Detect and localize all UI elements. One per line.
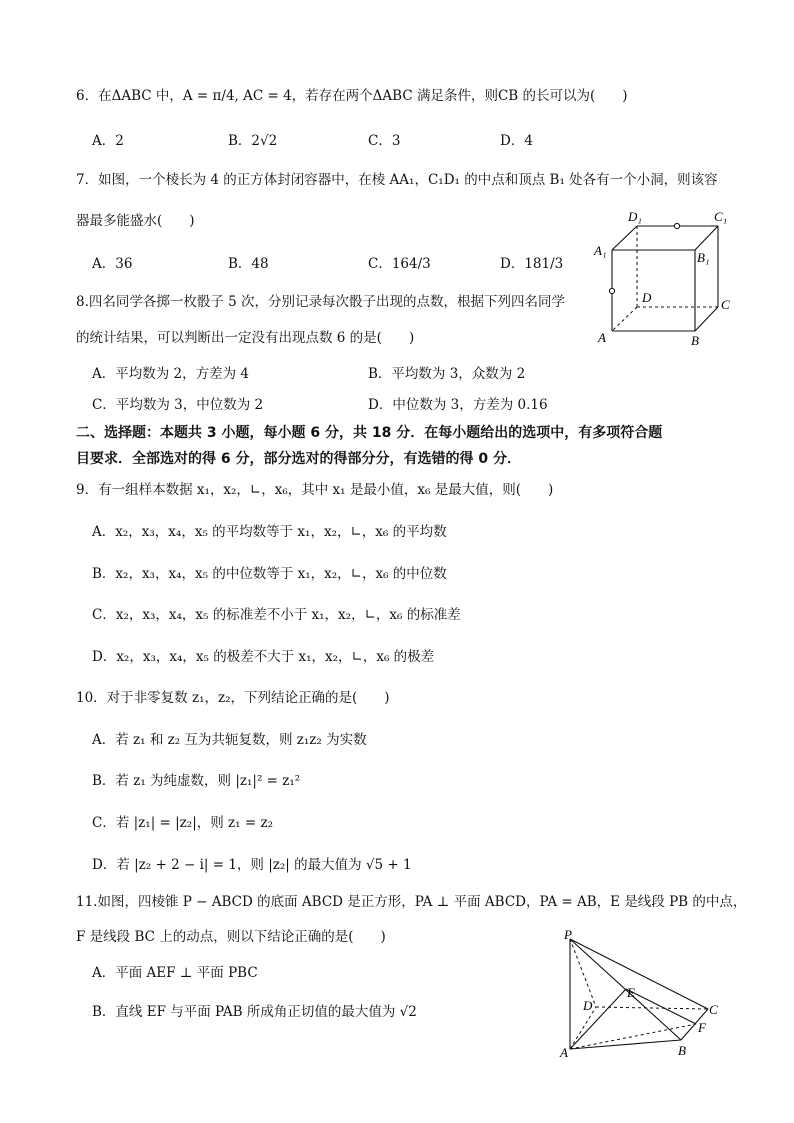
q6-option-c: C．3 [368,133,401,149]
q10-option-d: D．若 |z₂ + 2 − i| = 1，则 |z₂| 的最大值为 √5 + 1 [92,857,412,873]
label-P: P [564,927,572,942]
q6-option-a: A．2 [92,133,124,149]
q10-option-a: A．若 z₁ 和 z₂ 互为共轭复数，则 z₁z₂ 为实数 [92,732,367,748]
q8-option-c: C．平均数为 3，中位数为 2 [92,397,264,413]
q6-option-b: B．2√2 [228,133,278,149]
label-A1: A₁ [594,243,607,258]
q11-stem-line1: 11.如图，四棱锥 P − ABCD 的底面 ABCD 是正方形，PA ⊥ 平面 ABCD，PA = AB，E 是线段 PB 的中点， [76,894,747,910]
label-D1: D₁ [628,209,642,224]
q7-option-b: B．48 [228,256,269,272]
q7-stem-line1: 7．如图，一个棱长为 4 的正方体封闭容器中，在棱 AA₁，C₁D₁ 的中点和顶点 B₁ 处各有一个小洞，则该容 [76,172,718,188]
q9-option-a: A．x₂，x₃，x₄，x₅ 的平均数等于 x₁，x₂，∟，x₆ 的平均数 [92,524,447,540]
q8-stem-line1: 8.四名同学各掷一枚骰子 5 次，分别记录每次骰子出现的点数，根据下列四名同学 [76,294,566,310]
q6-stem: 6．在ΔABC 中，A = π/4, AC = 4，若存在两个ΔABC 满足条件，则CB 的长可以为( ) [76,88,628,104]
q10-option-c: C．若 |z₁| = |z₂|，则 z₁ = z₂ [92,815,273,831]
label-C1: C₁ [714,209,728,224]
pyramid-figure [556,925,731,1065]
q7-option-d: D．181/3 [500,256,564,272]
label-C: C [709,1002,718,1017]
hole-c1d1-midpoint [674,223,679,228]
q9-option-c: C．x₂，x₃，x₄，x₅ 的标准差不小于 x₁，x₂，∟，x₆ 的标准差 [92,607,461,623]
label-B: B [678,1043,686,1058]
label-B1: B₁ [697,250,710,265]
q9-option-d: D．x₂，x₃，x₄，x₅ 的极差不大于 x₁，x₂，∟，x₆ 的极差 [92,649,435,665]
q8-option-b: B．平均数为 3，众数为 2 [368,366,526,382]
label-A: A [560,1045,568,1060]
q6-option-d: D．4 [500,133,533,149]
hole-aa1-midpoint [609,288,614,293]
label-C: C [721,297,730,312]
q7-option-c: C．164/3 [368,256,431,272]
q11-stem-line2: F 是线段 BC 上的动点，则以下结论正确的是( ) [76,929,386,945]
q8-option-a: A．平均数为 2，方差为 4 [92,366,250,382]
q7-option-a: A．36 [92,256,133,272]
cube-figure [590,205,740,350]
q10-stem: 10．对于非零复数 z₁，z₂，下列结论正确的是( ) [76,690,390,706]
section2-heading-line1: 二、选择题：本题共 3 小题，每小题 6 分，共 18 分．在每小题给出的选项中，有多项符合题 [76,425,663,441]
label-B: B [691,333,699,348]
q8-stem-line2: 的统计结果，可以判断出一定没有出现点数 6 的是( ) [76,330,415,346]
q10-option-b: B．若 z₁ 为纯虚数，则 |z₁|² = z₁² [92,773,301,789]
section2-heading-line2: 目要求．全部选对的得 6 分，部分选对的得部分分，有选错的得 0 分． [76,451,521,467]
q11-option-a: A．平面 AEF ⊥ 平面 PBC [92,965,258,981]
label-D: D [583,998,593,1013]
label-F: F [698,1020,706,1035]
label-A: A [598,330,606,345]
q11-option-b: B．直线 EF 与平面 PAB 所成角正切值的最大值为 √2 [92,1004,417,1020]
q9-option-b: B．x₂，x₃，x₄，x₅ 的中位数等于 x₁，x₂，∟，x₆ 的中位数 [92,566,447,582]
q8-option-d: D．中位数为 3，方差为 0.16 [368,397,548,413]
q9-stem: 9．有一组样本数据 x₁，x₂，∟，x₆，其中 x₁ 是最小值，x₆ 是最大值，则( ) [76,482,554,498]
label-D: D [642,290,652,305]
q7-stem-line2: 器最多能盛水( ) [76,213,195,229]
label-E: E [627,985,635,1000]
